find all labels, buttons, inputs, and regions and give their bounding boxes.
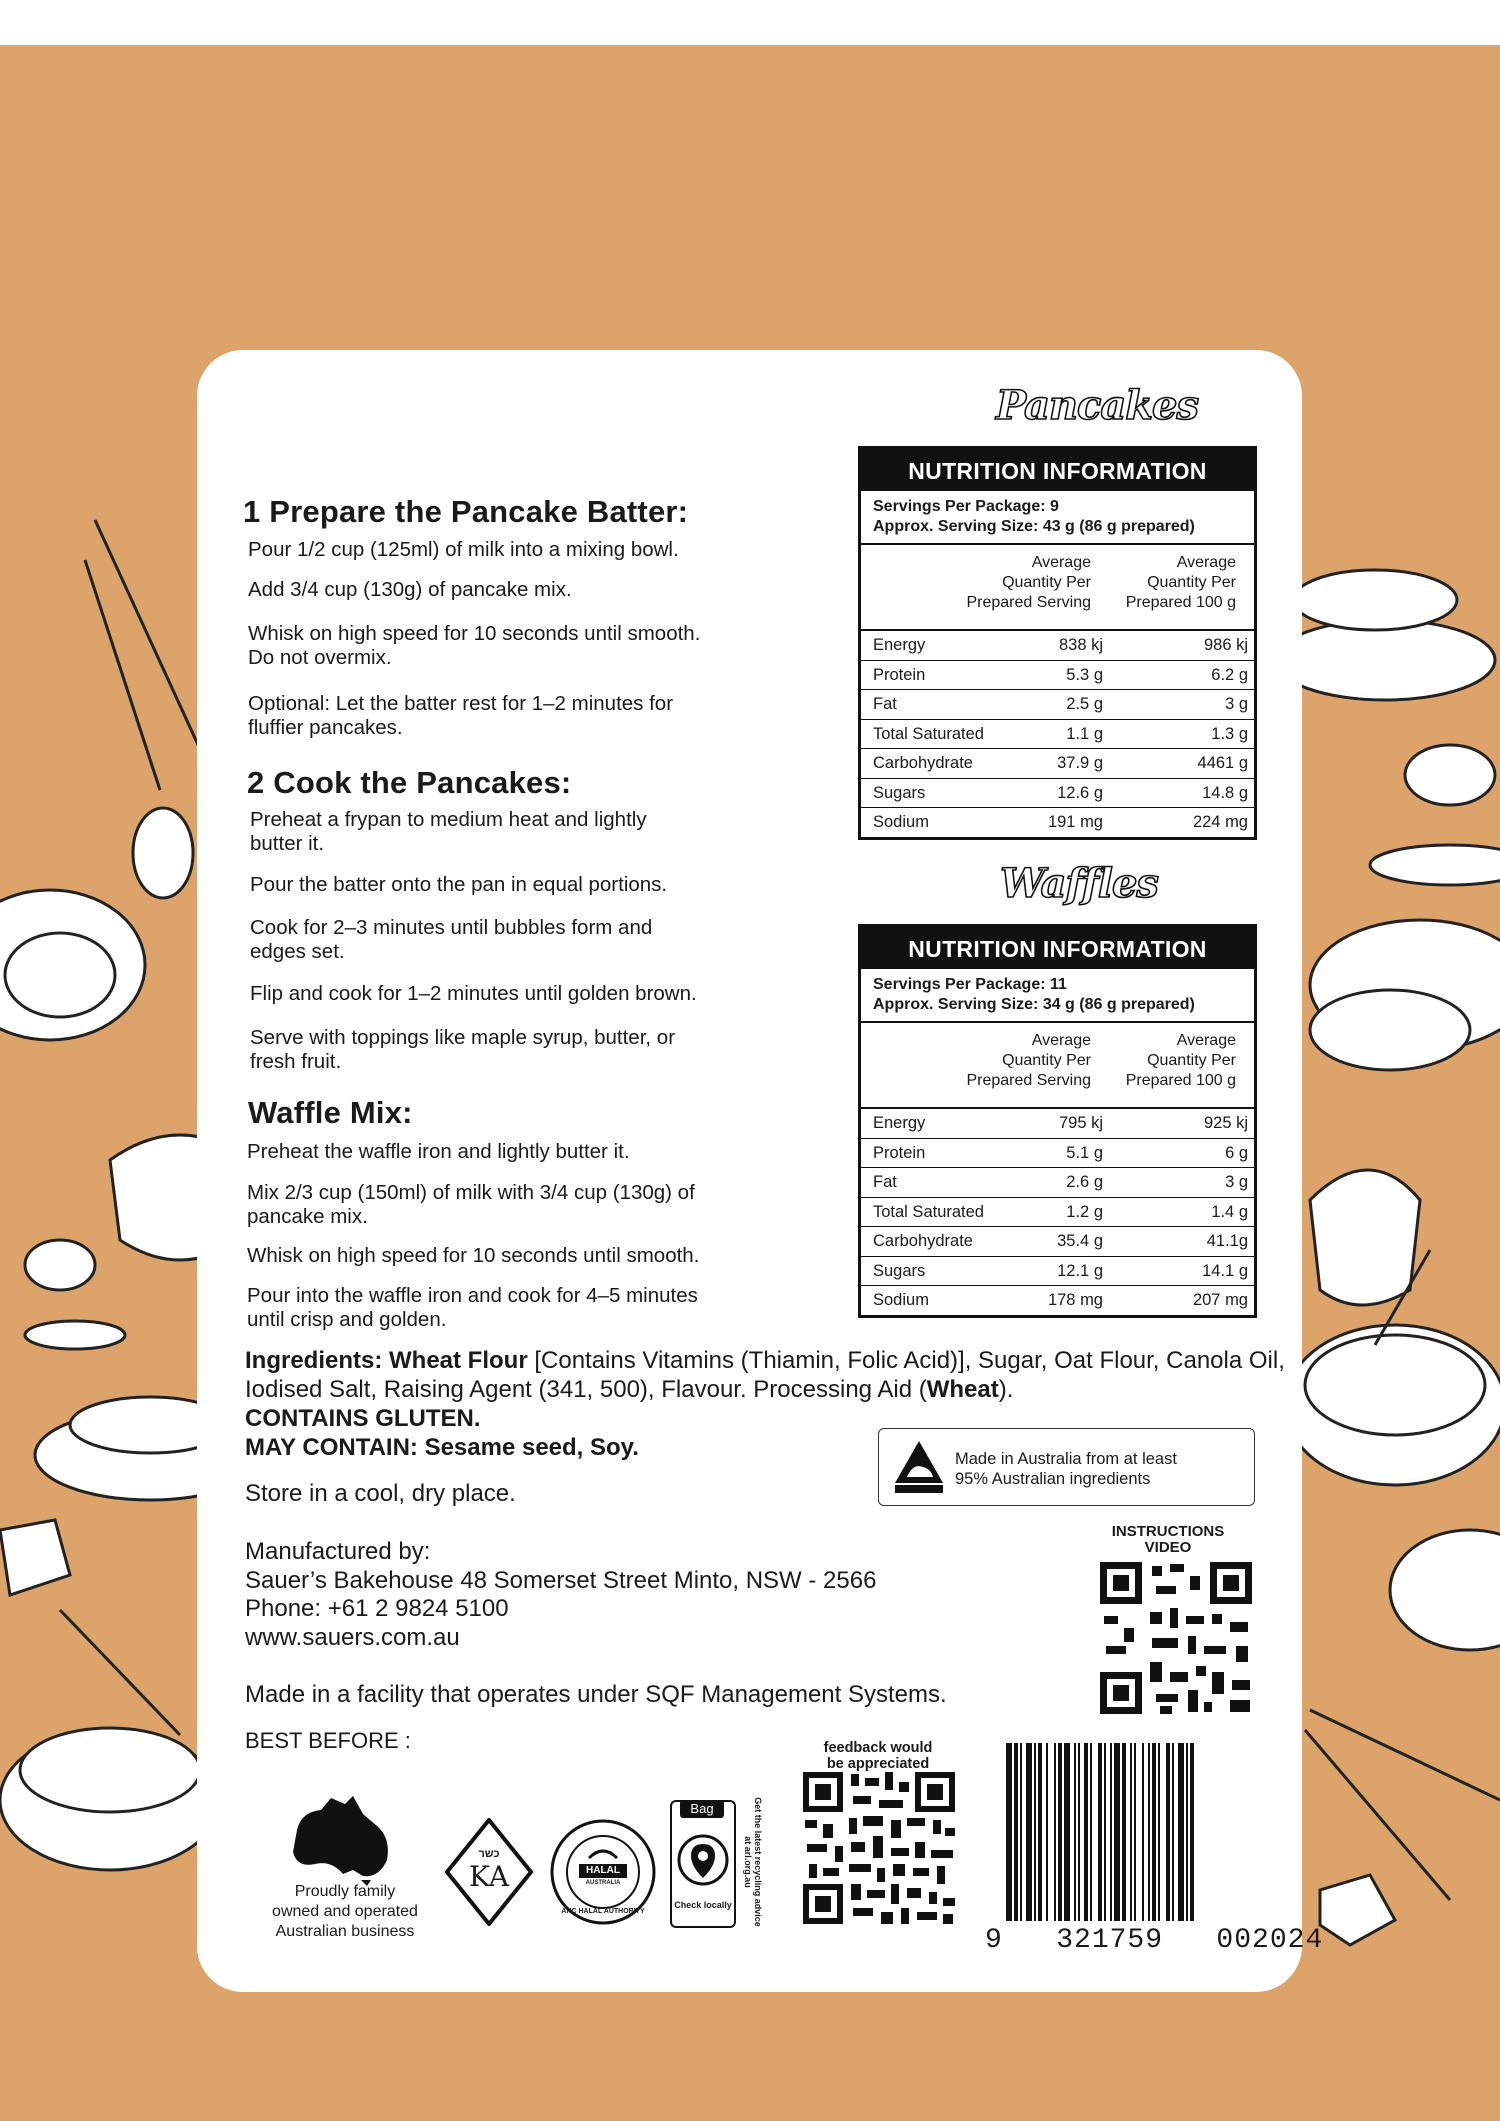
barcode-bar bbox=[1110, 1743, 1112, 1921]
recycle-location-icon bbox=[675, 1830, 731, 1890]
barcode-bar bbox=[1046, 1743, 1048, 1921]
column-per-100g: Average Quantity Per Prepared 100 g bbox=[1125, 554, 1236, 611]
instructions-qr-code[interactable] bbox=[1100, 1562, 1252, 1714]
kosher-ka: KA bbox=[468, 1860, 509, 1893]
ingredients-text: [Contains Vitamins (Thiamin, Folic Acid)], Sugar, Oat Flour, Canola Oil, Iodised Salt, Raising Agent (341, 500), Flavour. Processing Aid ( bbox=[245, 1347, 1285, 1403]
barcode-bar bbox=[1122, 1743, 1126, 1921]
table-row: Energy 838 kj 986 kj bbox=[861, 631, 1254, 661]
table-row: Carbohydrate 37.9 g 4461 g bbox=[861, 749, 1254, 779]
nutrition-rows bbox=[861, 1109, 1254, 1315]
barcode-bar bbox=[1058, 1743, 1062, 1921]
table-row: Sugars 12.6 g 14.8 g bbox=[861, 779, 1254, 809]
nutrition-servings bbox=[861, 969, 1254, 1023]
pancake-batter-heading: 1 Prepare the Pancake Batter: bbox=[243, 494, 689, 529]
table-row: Fat 2.5 g 3 g bbox=[861, 690, 1254, 720]
cook-step-1: Preheat a frypan to medium heat and lightly butter it. bbox=[250, 808, 647, 855]
table-row: Sodium 178 mg 207 mg bbox=[873, 1291, 1248, 1309]
waffles-script-label: Waffles bbox=[1000, 860, 1158, 907]
made-in-australia-box bbox=[878, 1428, 1255, 1506]
barcode-bar bbox=[1148, 1743, 1150, 1921]
cook-step-2: Pour the batter onto the pan in equal portions. bbox=[250, 873, 668, 896]
recycle-check-locally: Check locally bbox=[674, 1900, 732, 1910]
serving-size: Approx. Serving Size: 34 g (86 g prepared) bbox=[873, 996, 1195, 1013]
kosher-logo bbox=[445, 1818, 533, 1926]
barcode-number: 9 321759 002024 bbox=[985, 1925, 1324, 1956]
barcode-bar bbox=[1034, 1743, 1036, 1921]
spoon-bowl-left bbox=[133, 808, 193, 898]
best-before-label: BEST BEFORE : bbox=[245, 1728, 411, 1753]
barcode-bar bbox=[1152, 1743, 1156, 1921]
pancake-step-1: Pour 1/2 cup (125ml) of milk into a mixing bowl. bbox=[248, 538, 679, 561]
barcode-bar bbox=[1172, 1743, 1174, 1921]
column-per-serving: Average Quantity Per Prepared Serving bbox=[966, 1032, 1091, 1089]
table-row: Protein 5.3 g 6.2 g bbox=[861, 661, 1254, 691]
barcode bbox=[1004, 1743, 1252, 1921]
recycle-note: Get the latest recycling advice at arl.org.au bbox=[743, 1797, 763, 1927]
waffle-step-1: Preheat the waffle iron and lightly butter it. bbox=[247, 1140, 630, 1163]
servings-per-package: Servings Per Package: 11 bbox=[873, 976, 1067, 993]
table-row: Energy 795 kj 925 kj bbox=[861, 1109, 1254, 1139]
honey-dipper-right bbox=[1405, 745, 1495, 805]
barcode-bar bbox=[1014, 1743, 1018, 1921]
barcode-bar bbox=[1090, 1743, 1092, 1921]
pancake-step-3: Whisk on high speed for 10 seconds until smooth. Do not overmix. bbox=[248, 622, 701, 669]
nutrition-column-headers bbox=[861, 545, 1254, 631]
may-contain-text: : Sesame seed, Soy. bbox=[409, 1434, 639, 1461]
serving-size: Approx. Serving Size: 43 g (86 g prepared) bbox=[873, 518, 1195, 535]
pancake-step-4: Optional: Let the batter rest for 1–2 minutes for fluffier pancakes. bbox=[248, 692, 674, 739]
barcode-bar bbox=[1186, 1743, 1188, 1921]
nutrition-rows bbox=[861, 631, 1254, 837]
yogurt-bowl-right bbox=[1310, 1170, 1420, 1305]
barcode-bar bbox=[1158, 1743, 1160, 1921]
ingredients-end: ). bbox=[998, 1376, 1014, 1403]
contains-gluten: CONTAINS GLUTEN. bbox=[245, 1405, 481, 1432]
table-row: Sodium 191 mg 224 mg bbox=[873, 813, 1248, 831]
storage-instructions: Store in a cool, dry place. bbox=[245, 1480, 516, 1507]
barcode-bar bbox=[1130, 1743, 1132, 1921]
feedback-label: feedback would be appreciated bbox=[823, 1740, 933, 1772]
allergen-wheat: Wheat bbox=[926, 1376, 999, 1403]
table-row: Sugars 12.1 g 14.1 g bbox=[861, 1257, 1254, 1287]
halal-logo bbox=[549, 1818, 657, 1926]
waffle-nutrition-panel bbox=[858, 924, 1257, 1318]
pancakes-script-label: Pancakes bbox=[996, 382, 1198, 429]
may-contain-label: MAY CONTAIN bbox=[245, 1434, 410, 1461]
barcode-bar bbox=[1006, 1743, 1012, 1921]
instructions-video-label: INSTRUCTIONS VIDEO bbox=[1111, 1523, 1225, 1556]
halal-country: AUSTRALIA bbox=[585, 1880, 621, 1886]
table-row: Fat 2.6 g 3 g bbox=[861, 1168, 1254, 1198]
table-row: Total Saturated 1.2 g 1.4 g bbox=[861, 1198, 1254, 1228]
coconut-right-2 bbox=[1390, 1530, 1500, 1650]
ingredients-label: Ingredients: Wheat Flour bbox=[245, 1347, 528, 1374]
barcode-bar bbox=[1114, 1743, 1120, 1921]
nutrition-title: NUTRITION INFORMATION bbox=[861, 449, 1254, 491]
waffle-step-3: Whisk on high speed for 10 seconds until smooth. bbox=[247, 1244, 700, 1267]
barcode-bar bbox=[1142, 1743, 1144, 1921]
waffle-step-4: Pour into the waffle iron and cook for 4–5 minutes until crisp and golden. bbox=[247, 1284, 698, 1331]
barcode-bar bbox=[1104, 1743, 1106, 1921]
family-owned-text: Proudly family owned and operated Australian business bbox=[272, 1883, 418, 1940]
australian-made-icon bbox=[893, 1439, 945, 1495]
nutrition-servings bbox=[861, 491, 1254, 545]
servings-per-package: Servings Per Package: 9 bbox=[873, 498, 1059, 515]
halal-authority: ANC HALAL AUTHORITY bbox=[561, 1908, 645, 1915]
cook-step-5: Serve with toppings like maple syrup, butter, or fresh fruit. bbox=[250, 1026, 676, 1073]
australia-map-icon bbox=[287, 1790, 399, 1886]
recycling-label bbox=[670, 1800, 736, 1928]
barcode-bar bbox=[1074, 1743, 1076, 1921]
recycle-bag-label: Bag bbox=[680, 1800, 724, 1818]
pancake-nutrition-panel bbox=[858, 446, 1257, 840]
cook-step-3: Cook for 2–3 minutes until bubbles form and edges set. bbox=[250, 916, 653, 963]
barcode-bar bbox=[1178, 1743, 1184, 1921]
butter-right bbox=[1320, 1875, 1395, 1945]
column-per-100g: Average Quantity Per Prepared 100 g bbox=[1125, 1032, 1236, 1089]
spoon-handle-left bbox=[85, 560, 160, 790]
table-row: Protein 5.1 g 6 g bbox=[861, 1139, 1254, 1169]
barcode-bar bbox=[1084, 1743, 1088, 1921]
kosher-hebrew: כשר bbox=[478, 1848, 500, 1860]
cook-pancakes-heading: 2 Cook the Pancakes: bbox=[247, 765, 572, 800]
barcode-bar bbox=[1098, 1743, 1102, 1921]
table-row: Carbohydrate 35.4 g 41.1g bbox=[861, 1227, 1254, 1257]
facility-statement: Made in a facility that operates under SQF Management Systems. bbox=[245, 1681, 947, 1708]
pancake-step-2: Add 3/4 cup (130g) of pancake mix. bbox=[248, 578, 572, 601]
made-in-australia-text: Made in Australia from at least 95% Australian ingredients bbox=[955, 1450, 1177, 1488]
barcode-bar bbox=[1064, 1743, 1070, 1921]
manufacturer-details: Manufactured by: Sauer’s Bakehouse 48 Somerset Street Minto, NSW - 2566 Phone: +61 2 9824 5100 www.sauers.com.au bbox=[245, 1538, 877, 1651]
waffle-mix-heading: Waffle Mix: bbox=[248, 1095, 413, 1130]
nutrition-column-headers bbox=[861, 1023, 1254, 1109]
barcode-bar bbox=[1166, 1743, 1170, 1921]
waffle-step-2: Mix 2/3 cup (150ml) of milk with 3/4 cup (130g) of pancake mix. bbox=[247, 1181, 695, 1228]
pancake-stack-right bbox=[1275, 620, 1495, 700]
honey-dipper-left bbox=[25, 1240, 95, 1290]
table-row: Total Saturated 1.1 g 1.3 g bbox=[861, 720, 1254, 750]
barcode-bar bbox=[1134, 1743, 1136, 1921]
butter-left bbox=[0, 1520, 70, 1595]
barcode-bar bbox=[1038, 1743, 1042, 1921]
barcode-bar bbox=[1054, 1743, 1056, 1921]
barcode-bar bbox=[1026, 1743, 1032, 1921]
halal-label: HALAL bbox=[579, 1864, 627, 1878]
feedback-qr-code[interactable] bbox=[803, 1772, 955, 1924]
nutrition-title: NUTRITION INFORMATION bbox=[861, 927, 1254, 969]
barcode-bar bbox=[1078, 1743, 1080, 1921]
barcode-bar bbox=[1020, 1743, 1022, 1921]
column-per-serving: Average Quantity Per Prepared Serving bbox=[966, 554, 1091, 611]
cook-step-4: Flip and cook for 1–2 minutes until golden brown. bbox=[250, 982, 697, 1005]
barcode-bar bbox=[1190, 1743, 1194, 1921]
